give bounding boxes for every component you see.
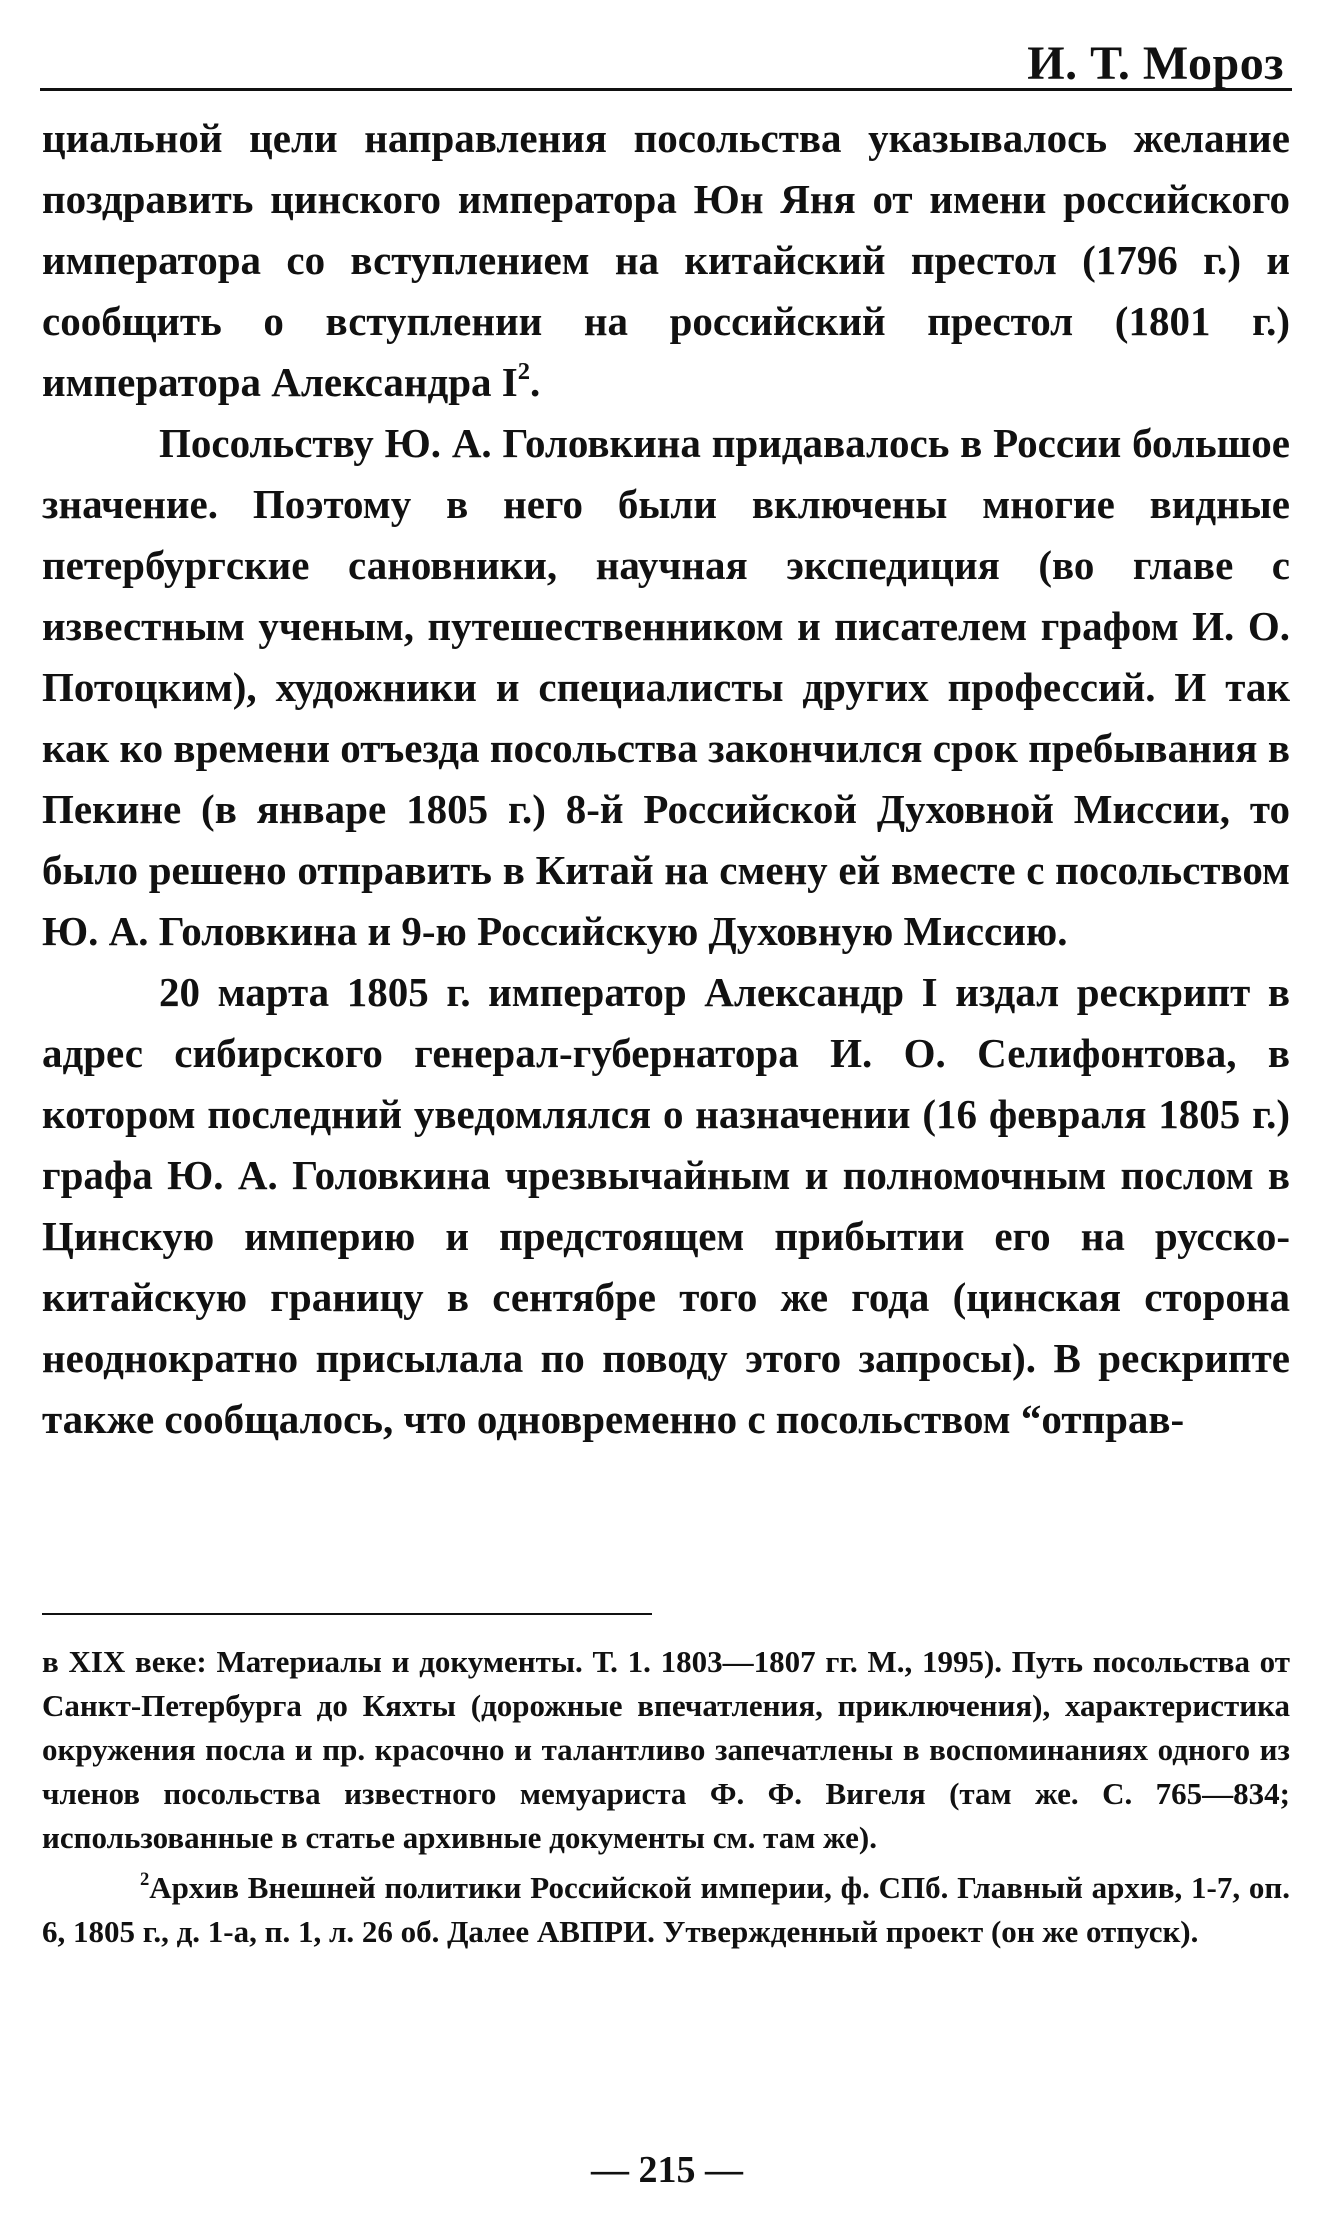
paragraph-1-text: циальной цели направления посольства указывалось желание поздравить цинского императора Юн Яня от имени российского императора со вступлением на китайский престол (1796 г.) и сообщить о вступлении на российский престол (1801 г.) императора Александра I [42, 115, 1290, 405]
footnote-1-continued: в XIX веке: Материалы и документы. Т. 1. 1803—1807 гг. М., 1995). Путь посольства от Санкт-Петербурга до Кяхты (дорожные впечатления, приключения), характеристика окружения посла и пр. красочно и талантливо запечатлены в воспоминаниях одного из членов посольства известного мемуариста Ф. Ф. Вигеля (там же. С. 765—834; использованные в статье архивные документы см. там же). [42, 1644, 1290, 1855]
paragraph-3: 20 марта 1805 г. император Александр I издал рескрипт в адрес сибирского генерал-губернатора И. О. Селифонтова, в котором последний уведомлялся о назначении (16 февраля 1805 г.) графа Ю. А. Головкина чрезвычайным и полномочным послом в Цинскую империю и предстоящем прибытии его на русско-китайскую границу в сентябре того же года (цинская сторона неоднократно присылала по поводу этого запросы). В рескрипте также сообщалось, что одновременно с посольством “отправ- [42, 969, 1290, 1442]
footnote-2-text: Архив Внешней политики Российской империи, ф. СПб. Главный архив, 1-7, оп. 6, 1805 г., д. 1-а, п. 1, л. 26 об. Далее АВПРИ. Утвержденный проект (он же отпуск). [42, 1870, 1290, 1949]
main-text [42, 108, 1290, 1450]
page-number: — 215 — [591, 2149, 743, 2191]
header-rule [40, 88, 1292, 91]
footnote-separator [42, 1613, 652, 1615]
footnote-2-mark: 2 [140, 1868, 150, 1890]
footnote-ref-2: 2 [517, 357, 531, 385]
paragraph-1 [42, 108, 1290, 413]
footnote-2 [42, 1866, 1290, 1954]
paragraph-1-end: . [530, 359, 541, 405]
paragraph-2: Посольству Ю. А. Головкина придавалось в России большое значение. Поэтому в него были включены многие видные петербургские сановники, научная экспедиция (во главе с известным ученым, путешественником и писателем графом И. О. Потоцким), художники и специалисты других профессий. И так как ко времени отъезда посольства закончился срок пребывания в Пекине (в январе 1805 г.) 8-й Российской Духовной Миссии, то было решено отправить в Китай на смену ей вместе с посольством Ю. А. Головкина и 9-ю Российскую Духовную Миссию. [42, 420, 1290, 954]
footnotes [42, 1640, 1290, 1954]
running-head: И. Т. Мороз [1027, 37, 1284, 90]
